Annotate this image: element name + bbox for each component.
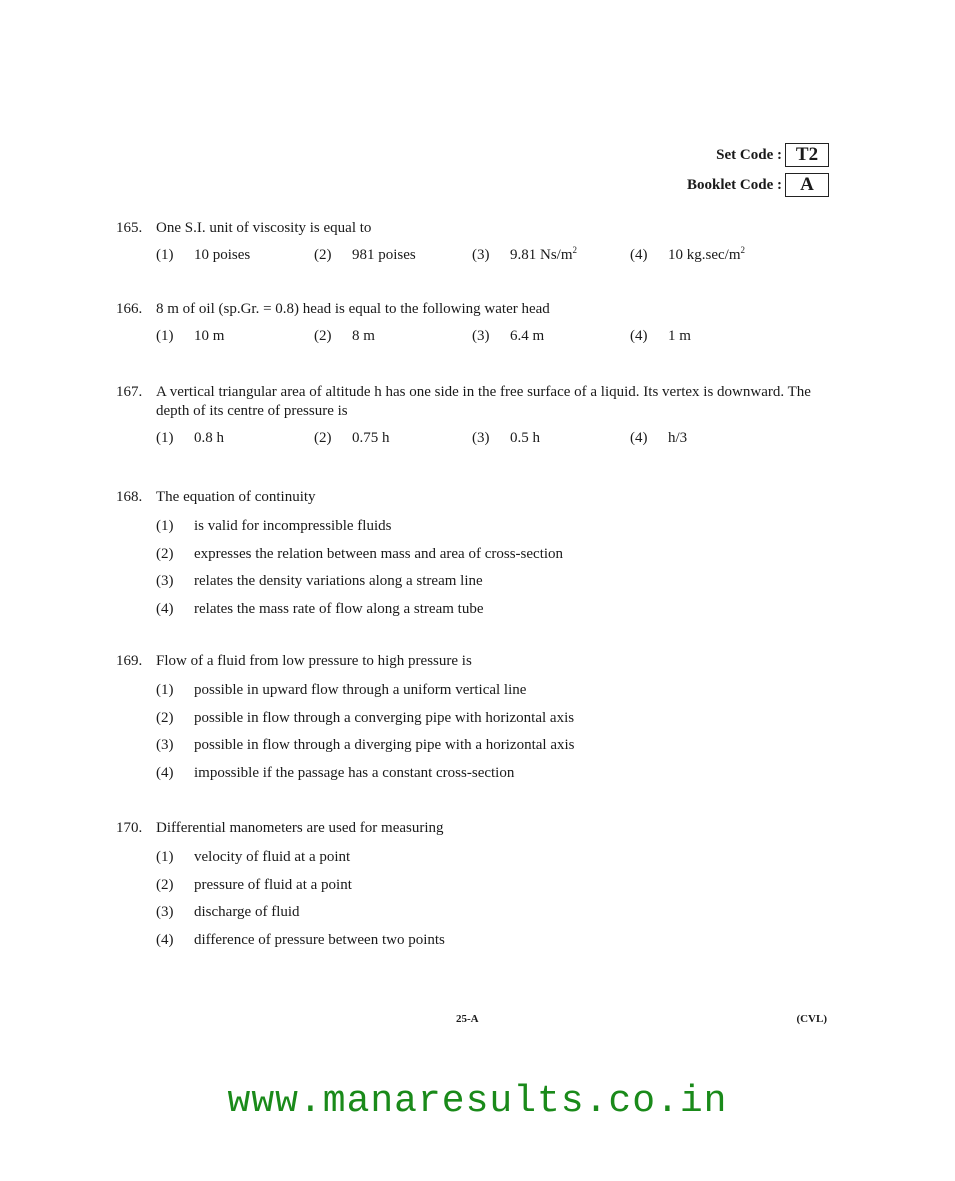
- page-code: 25-A: [456, 1013, 479, 1025]
- option-text: 0.75 h: [352, 430, 390, 446]
- option-list: [156, 844, 836, 954]
- option-3: (3) relates the density variations along a stream line: [156, 573, 483, 590]
- superscript: 2: [572, 245, 578, 255]
- option-text: difference of pressure between two points: [194, 931, 445, 948]
- option-text: 6.4 m: [510, 328, 545, 344]
- question-167: [116, 383, 836, 448]
- question-number: 170.: [116, 820, 143, 836]
- option-2: (2) 8 m: [314, 328, 375, 344]
- option-text: 1 m: [668, 328, 691, 344]
- option-text: 9.81 Ns/m: [510, 247, 573, 263]
- question-text: 8 m of oil (sp.Gr. = 0.8) head is equal to the following water head: [156, 301, 550, 317]
- question-text: One S.I. unit of viscosity is equal to: [156, 220, 372, 236]
- option-1: (1) possible in upward flow through a uniform vertical line: [156, 682, 527, 699]
- set-code-label: Set Code :: [716, 146, 782, 163]
- option-text: 10 poises: [194, 247, 251, 263]
- superscript: 2: [740, 245, 745, 255]
- set-code-row: [569, 140, 829, 170]
- question-170: [116, 819, 836, 954]
- option-4: (4) difference of pressure between two points: [156, 931, 445, 948]
- option-text: 981 poises: [352, 247, 416, 263]
- option-text: relates the density variations along a stream line: [194, 573, 483, 590]
- question-text: The equation of continuity: [156, 489, 316, 505]
- option-1: (1) velocity of fluid at a point: [156, 849, 351, 866]
- subject-code: (CVL): [796, 1013, 827, 1025]
- question-number: 166.: [116, 301, 143, 317]
- option-text: possible in flow through a diverging pipe with a horizontal axis: [194, 737, 575, 754]
- question-number: 165.: [116, 220, 143, 236]
- option-2: (2) possible in flow through a converging pipe with horizontal axis: [156, 709, 575, 726]
- option-text: is valid for incompressible fluids: [194, 518, 392, 535]
- option-text: 10 kg.sec/m: [668, 247, 741, 263]
- option-1: (1) 10 m: [156, 328, 225, 344]
- option-4: (4) 1 m: [630, 328, 691, 344]
- option-text: possible in flow through a converging pipe with horizontal axis: [194, 709, 575, 726]
- option-4: (4) 10 $kg.\sec/m^2$: [630, 245, 745, 263]
- option-4: (4) impossible if the passage has a constant cross-section: [156, 764, 515, 781]
- question-text: A vertical triangular area of altitude h has one side in the free surface of a liquid. Its vertex is downward. The depth of its centre of pressure is: [156, 384, 811, 419]
- option-3: (3) 0.5 h: [472, 430, 540, 446]
- option-list: [156, 246, 836, 265]
- option-text: relates the mass rate of flow along a stream tube: [194, 600, 484, 617]
- question-number: 168.: [116, 489, 143, 505]
- option-text: expresses the relation between mass and area of cross-section: [194, 545, 564, 562]
- question-168: [116, 488, 836, 623]
- question-number: 167.: [116, 384, 143, 400]
- option-2: (2) 0.75 h: [314, 430, 390, 446]
- option-1: (1) is valid for incompressible fluids: [156, 518, 392, 535]
- option-text: possible in upward flow through a uniform vertical line: [194, 682, 527, 699]
- question-169: [116, 652, 836, 787]
- option-3: (3) discharge of fluid: [156, 904, 300, 921]
- option-text: impossible if the passage has a constant cross-section: [194, 764, 515, 781]
- option-3: (3) possible in flow through a diverging pipe with a horizontal axis: [156, 737, 575, 754]
- option-2: (2) expresses the relation between mass and area of cross-section: [156, 545, 564, 562]
- option-3: (3) 6.4 m: [472, 328, 545, 344]
- option-list: [156, 327, 836, 346]
- question-text: Differential manometers are used for measuring: [156, 820, 444, 836]
- option-list: [156, 513, 836, 623]
- option-text: h/3: [668, 430, 688, 446]
- booklet-code-label: Booklet Code :: [687, 176, 782, 193]
- option-text: 0.5 h: [510, 430, 540, 446]
- option-3: (3) 9.81 $Ns/m^2$: [472, 245, 578, 263]
- option-2: (2) pressure of fluid at a point: [156, 876, 352, 893]
- watermark-url: www.manaresults.co.in: [227, 1080, 728, 1123]
- question-number: 169.: [116, 653, 143, 669]
- option-1: (1) 10 poises: [156, 247, 251, 263]
- option-text: pressure of fluid at a point: [194, 876, 352, 893]
- option-list: [156, 677, 836, 787]
- option-4: (4) h/3: [630, 430, 688, 446]
- set-code-value: T2: [785, 143, 829, 167]
- option-text: velocity of fluid at a point: [194, 849, 351, 866]
- booklet-code-value: A: [785, 173, 829, 197]
- option-text: 0.8 h: [194, 430, 224, 446]
- option-4: (4) relates the mass rate of flow along a stream tube: [156, 600, 484, 617]
- code-block: [569, 140, 829, 200]
- question-166: [116, 300, 836, 346]
- option-2: (2) 981 poises: [314, 247, 416, 263]
- option-text: discharge of fluid: [194, 904, 300, 921]
- question-text: Flow of a fluid from low pressure to high pressure is: [156, 653, 472, 669]
- option-text: 8 m: [352, 328, 375, 344]
- option-text: 10 m: [194, 328, 225, 344]
- option-list: [156, 429, 836, 448]
- option-1: (1) 0.8 h: [156, 430, 224, 446]
- question-165: [116, 219, 836, 265]
- booklet-code-row: [569, 170, 829, 200]
